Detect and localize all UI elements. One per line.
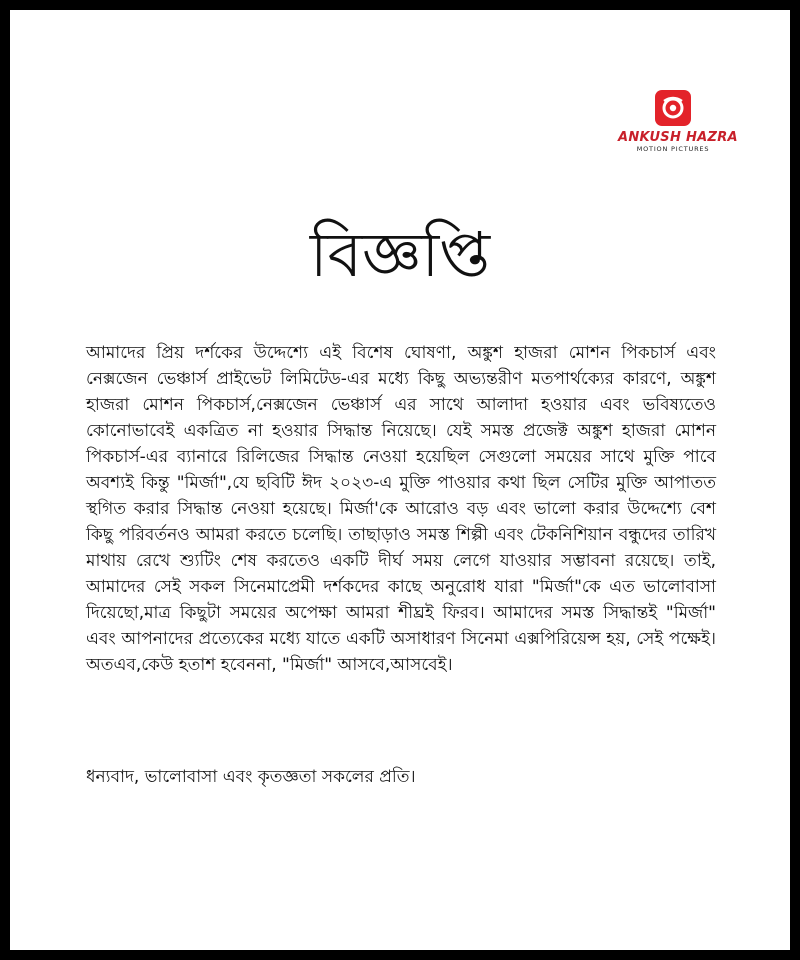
notice-paragraph: আমাদের প্রিয় দর্শকের উদ্দেশ্যে এই বিশেষ ঘোষণা, অঙ্কুশ হাজরা মোশন পিকচার্স এবং নেক্সজেন ভেঞ্চার্স প্রাইভেট লিমিটেড-এর মধ্যে কিছু অভ্যন্তরীণ মতপার্থক্যের কারণে, অঙ্কুশ হাজরা মোশন পিকচার্স,নেক্সজেন ভেঞ্চার্স এর সাথে আলাদা হওয়ার এবং ভবিষ্যতেও কোনোভাবেই একত্রিত না হওয়ার সিদ্ধান্ত নিয়েছে। যেই সমস্ত প্রজেক্ট অঙ্কুশ হাজরা মোশন পিকচার্স-এর ব্যানারে রিলিজের সিদ্ধান্ত নেওয়া হয়েছিল সেগুলো সময়ের সাথে মুক্তি পাবে অবশ্যই কিন্তু "মির্জা",যে ছবিটি ঈদ ২০২৩-এ মুক্তি পাওয়ার কথা ছিল সেটির মুক্তি আপাতত স্থগিত করার সিদ্ধান্ত নেওয়া হয়েছে। মির্জা'কে আরোও বড় এবং ভালো করার উদ্দেশ্যে বেশ কিছু পরিবর্তনও আমরা করতে চলেছি। তাছাড়াও সমস্ত শিল্পী এবং টেকনিশিয়ান বন্ধুদের তারিখ মাথায় রেখে শ্যুটিং শেষ করতেও একটি দীর্ঘ সময় লেগে যাওয়ার সম্ভাবনা রয়েছে। তাই, আমাদের সেই সকল সিনেমাপ্রেমী দর্শকদের কাছে অনুরোধ যারা "মির্জা"কে এত ভালোবাসা দিয়েছো,মাত্র কিছুটা সময়ের অপেক্ষা আমরা শীঘ্রই ফিরব। আমাদের সমস্ত সিদ্ধান্তই "মির্জা" এবং আপনাদের প্রত্যেকের মধ্যে যাতে একটি অসাধারণ সিনেমা এক্সপিরিয়েন্স হয়, সেই পক্ষেই। অতএব,কেউ হতাশ হবেননা, "মির্জা" আসবে,আসবেই। (86, 343, 716, 675)
notice-body (86, 340, 716, 678)
brand-name: ANKUSH HAZRA (618, 130, 738, 145)
notice-title: বিজ্ঞপ্তি (309, 218, 491, 291)
brand-tagline: MOTION PICTURES (636, 145, 710, 153)
ankush-hazra-logo-icon (655, 90, 691, 126)
notice-sheet (10, 10, 790, 950)
notice-closing: ধন্যবাদ, ভালোবাসা এবং কৃতজ্ঞতা সকলের প্রতি। (86, 767, 416, 787)
brand-logo (618, 90, 738, 153)
